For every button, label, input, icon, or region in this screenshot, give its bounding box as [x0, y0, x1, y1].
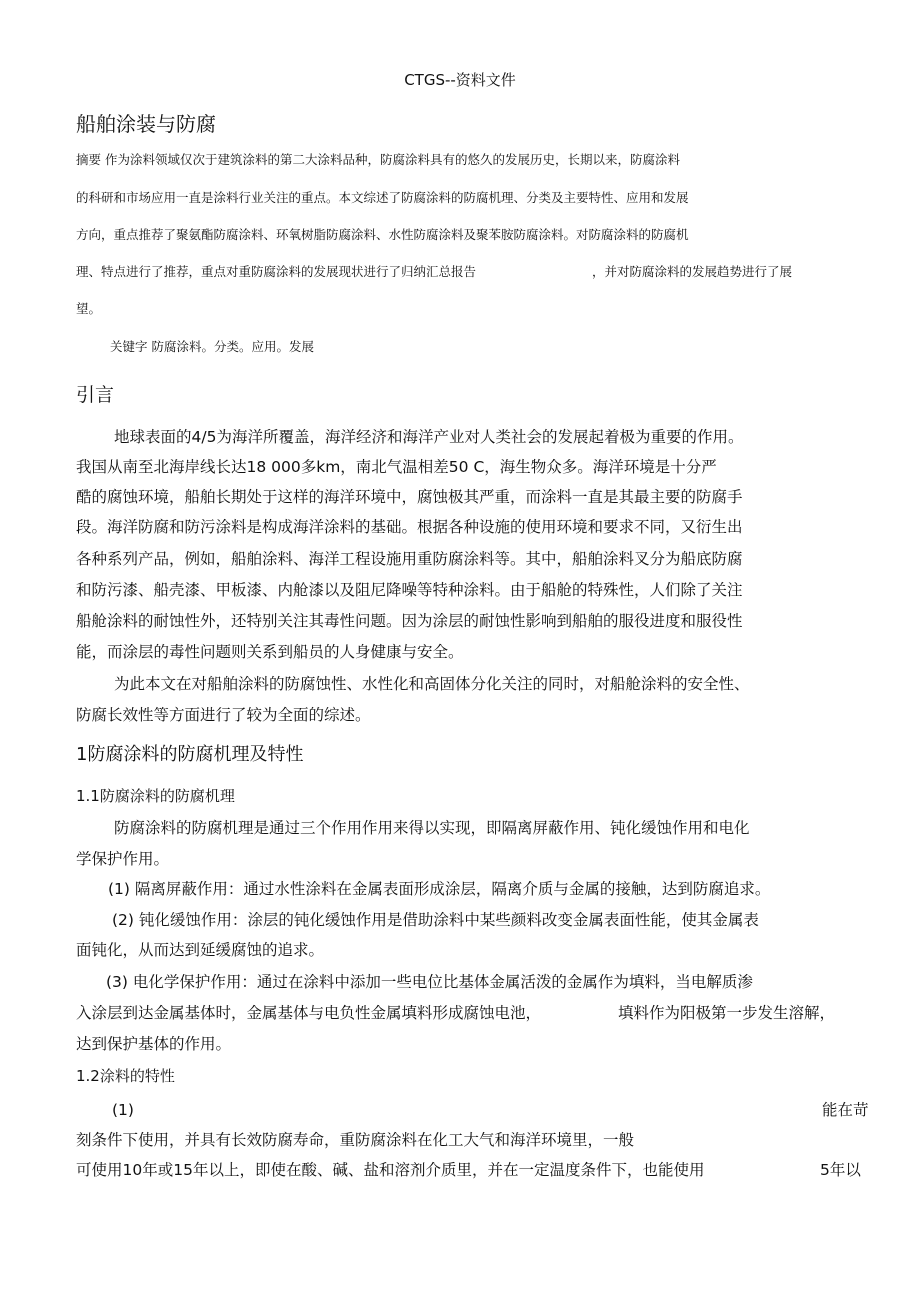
intro-line: 和防污漆、船壳漆、甲板漆、内舱漆以及阻尼降噪等特种涂料。由于船舱的特殊性，人们除了关注 [76, 581, 743, 599]
section-line: 防腐涂料的防腐机理是通过三个作用作用来得以实现，即隔离屏蔽作用、钝化缓蚀作用和电化 [114, 819, 750, 837]
intro-line: 酷的腐蚀环境，船舶长期处于这样的海洋环境中，腐蚀极其严重，而涂料一直是其最主要的防腐手 [76, 488, 743, 506]
intro-line: 段。海洋防腐和防污涂料是构成海洋涂料的基础。根据各种设施的使用环境和要求不同，又衍生出 [76, 518, 743, 536]
abstract-line: 望。 [76, 301, 102, 316]
section-line: 刻条件下使用，并具有长效防腐寿命，重防腐涂料在化工大气和海洋环境里，一般 [76, 1131, 635, 1149]
abstract-line: 理、特点进行了推荐，重点对重防腐涂料的发展现状进行了归纳汇总报告 [76, 264, 477, 279]
section-line-tail: 5年以 [820, 1161, 861, 1179]
abstract-line: 摘要 作为涂料领域仅次于建筑涂料的第二大涂料品种，防腐涂料具有的悠久的发展历史，长期以来，防腐涂料 [76, 152, 680, 167]
keywords: 关键字 防腐涂料。分类。应用。发展 [110, 339, 314, 354]
section-line: (1) 隔离屏蔽作用：通过水性涂料在金属表面形成涂层，隔离介质与金属的接触，达到防腐追求。 [108, 880, 771, 898]
intro-line: 各种系列产品，例如，船舶涂料、海洋工程设施用重防腐涂料等。其中，船舶涂料叉分为船底防腐 [76, 550, 743, 568]
document-title: 船舶涂装与防腐 [76, 112, 216, 136]
abstract-line: 的科研和市场应用一直是涂料行业关注的重点。本文综述了防腐涂料的防腐机理、分类及主要特性、应用和发展 [76, 190, 689, 205]
section-1-2-heading: 1.2涂料的特性 [76, 1067, 175, 1085]
section-line: 入涂层到达金属基体时，金属基体与电负性金属填料形成腐蚀电池， [76, 1004, 542, 1022]
list-item-text-right: 能在苛 [822, 1101, 869, 1119]
intro-line: 地球表面的4/5为海洋所覆盖，海洋经济和海洋产业对人类社会的发展起着极为重要的作用。 [114, 428, 744, 446]
list-item-number: (1) [112, 1101, 134, 1119]
abstract-line-tail: ，并对防腐涂料的发展趋势进行了展 [592, 264, 793, 279]
section-1-heading: 1防腐涂料的防腐机理及特性 [76, 744, 304, 765]
intro-line: 能，而涂层的毒性问题则关系到船员的人身健康与安全。 [76, 643, 464, 661]
section-1-1-heading: 1.1防腐涂料的防腐机理 [76, 787, 235, 805]
intro-line: 我国从南至北海岸线长达18 000多km，南北气温相差50 C，海生物众多。海洋环境是十分严 [76, 458, 717, 476]
section-line: 可使用10年或15年以上，即使在酸、碱、盐和溶剂介质里，并在一定温度条件下，也能使用 [76, 1161, 705, 1179]
section-line: 面钝化，从而达到延缓腐蚀的追求。 [76, 941, 325, 959]
document-header: CTGS--资料文件 [404, 71, 516, 89]
intro-line: 船舱涂料的耐蚀性外，还特别关注其毒性问题。因为涂层的耐蚀性影响到船舶的服役进度和服役性 [76, 612, 743, 630]
intro-line: 为此本文在对船舶涂料的防腐蚀性、水性化和高固体分化关注的同时，对船舱涂料的安全性、 [114, 675, 750, 693]
section-line: 学保护作用。 [76, 850, 170, 868]
intro-line: 防腐长效性等方面进行了较为全面的综述。 [76, 706, 371, 724]
abstract-line: 方向，重点推荐了聚氨酯防腐涂料、环氧树脂防腐涂料、水性防腐涂料及聚苯胺防腐涂料。对防腐涂料的防腐机 [76, 227, 689, 242]
section-line: (3) 电化学保护作用：通过在涂料中添加一些电位比基体金属活泼的金属作为填料，当电解质渗 [106, 973, 753, 991]
section-line: 达到保护基体的作用。 [76, 1035, 232, 1053]
section-line: (2) 钝化缓蚀作用：涂层的钝化缓蚀作用是借助涂料中某些颜料改变金属表面性能，使其金属表 [112, 911, 759, 929]
section-line-tail: 填料作为阳极第一步发生溶解， [618, 1004, 836, 1022]
intro-heading: 引言 [76, 384, 115, 406]
